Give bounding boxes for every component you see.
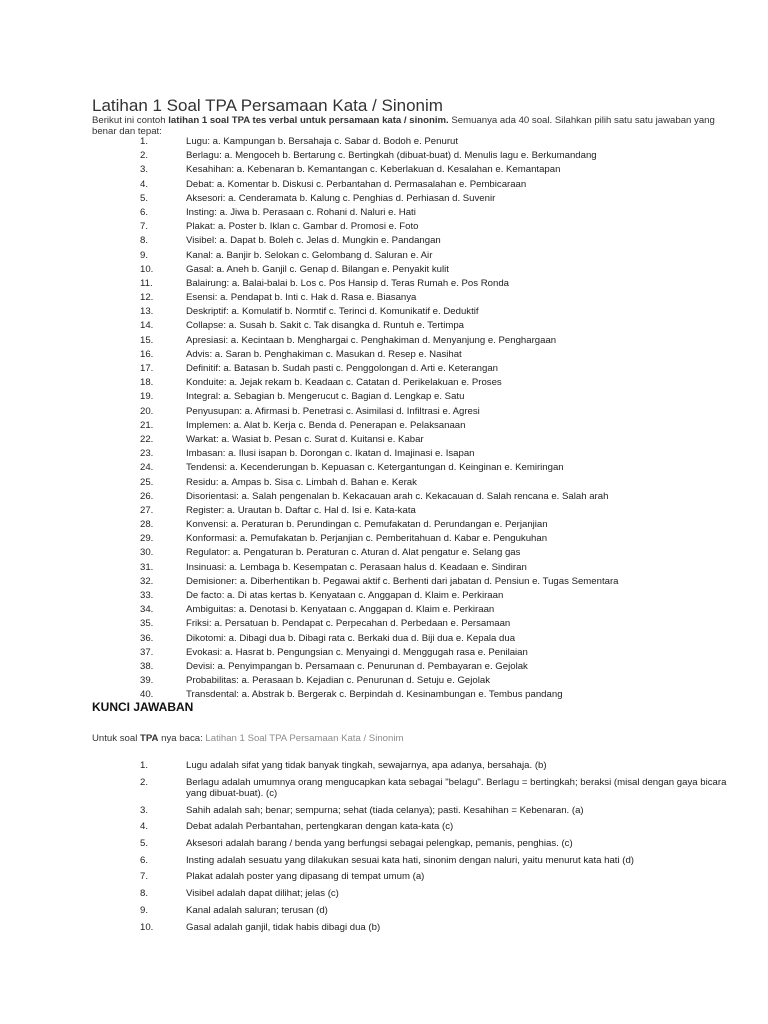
question-text: Register: a. Urautan b. Daftar c. Hal d. Isi e. Kata-kata [186, 504, 416, 516]
question-number: 19. [140, 391, 154, 403]
answer-list [92, 760, 742, 938]
question-text: Konformasi: a. Pemufakatan b. Perjanjian c. Pemberitahuan d. Kabar e. Pengukuhan [186, 533, 548, 545]
question-number: 9. [140, 249, 149, 261]
question-text: Insinuasi: a. Lembaga b. Kesempatan c. Perasaan halus d. Keadaan e. Sindiran [186, 561, 527, 573]
question-number: 17. [140, 363, 154, 374]
answer-number: 3. [140, 804, 149, 816]
question-text: Deskriptif: a. Komulatif b. Normtif c. Terinci d. Komunikatif e. Deduktif [186, 306, 479, 318]
answer-text: Aksesori adalah barang / benda yang berfungsi sebagai pelengkap, pemanis, penghias. (c) [186, 838, 573, 850]
question-item [0, 348, 768, 362]
intro-text-2: Semuanya ada 40 soal. Silahkan pilih satu satu jawaban yang benar dan tepat: [92, 115, 715, 137]
answer-text: Visibel adalah dapat dilihat; jelas (c) [186, 888, 339, 900]
question-item [0, 305, 768, 319]
question-text: Imbasan: a. Ilusi isapan b. Dorongan c. Ikatan d. Imajinasi e. Isapan [186, 448, 475, 460]
answer-key-heading: KUNCI JAWABAN [92, 700, 194, 714]
question-text: Konvensi: a. Peraturan b. Perundingan c. Pemufakatan d. Perundangan e. Perjanjian [186, 519, 548, 531]
question-number: 4. [140, 178, 149, 190]
answer-number: 6. [140, 854, 149, 866]
question-number: 33. [140, 590, 154, 601]
question-item [0, 206, 768, 220]
question-text: Transdental: a. Abstrak b. Bergerak c. Berpindah d. Kesinambungan e. Tembus pandang [186, 689, 563, 701]
answer-item [92, 805, 742, 816]
question-text: Apresiasi: a. Kecintaan b. Menghargai c. Penghakiman d. Menyanjung e. Penghargaan [186, 334, 557, 346]
question-number: 31. [140, 561, 154, 573]
question-item [0, 405, 768, 419]
question-number: 7. [140, 221, 149, 233]
question-text: Devisi: a. Penyimpangan b. Persamaan c. Penurunan d. Pembayaran e. Gejolak [186, 660, 528, 672]
question-item [0, 575, 768, 589]
question-number: 28. [140, 519, 154, 531]
question-number: 22. [140, 433, 154, 445]
page-title: Latihan 1 Soal TPA Persamaan Kata / Sinonim [92, 96, 443, 115]
question-number: 2. [140, 150, 149, 162]
question-text: Konduite: a. Jejak rekam b. Keadaan c. Catatan d. Perikelakuan e. Proses [186, 377, 502, 389]
question-number: 30. [140, 547, 154, 559]
question-number: 25. [140, 476, 154, 488]
answer-text: Insting adalah sesuatu yang dilakukan sesuai kata hati, sinonim dengan naluri, yaitu menurut kata hati (d) [186, 854, 634, 866]
question-item [0, 163, 768, 177]
answer-item [92, 821, 742, 832]
question-text: Ambiguitas: a. Denotasi b. Kenyataan c. Anggapan d. Klaim e. Perkiraan [186, 604, 495, 616]
question-text: Balairung: a. Balai-balai b. Los c. Pos Hansip d. Teras Rumah e. Pos Ronda [186, 277, 509, 289]
question-text: Aksesori: a. Cenderamata b. Kalung c. Penghias d. Perhiasan d. Suvenir [186, 192, 496, 204]
question-number: 29. [140, 533, 154, 545]
question-text: Evokasi: a. Hasrat b. Pengungsian c. Menyaingi d. Menggugah rasa e. Penilaian [186, 646, 528, 658]
question-item [0, 546, 768, 560]
question-number: 15. [140, 334, 154, 346]
question-number: 6. [140, 206, 149, 218]
question-number: 38. [140, 660, 154, 672]
question-item [0, 220, 768, 234]
question-item [0, 603, 768, 617]
answer-number: 7. [140, 871, 149, 883]
question-number: 13. [140, 306, 154, 318]
question-item [0, 632, 768, 646]
question-text: Friksi: a. Persatuan b. Pendapat c. Perpecahan d. Perbedaan e. Persamaan [186, 618, 511, 630]
question-item [0, 660, 768, 674]
question-number: 10. [140, 263, 154, 275]
question-item [0, 589, 768, 603]
question-text: Debat: a. Komentar b. Diskusi c. Perbantahan d. Permasalahan e. Pembicaraan [186, 178, 527, 190]
question-text: Implemen: a. Alat b. Kerja c. Benda d. Penerapan e. Pelaksanaan [186, 419, 466, 431]
answer-text: Lugu adalah sifat yang tidak banyak tingkah, sewajarnya, apa adanya, bersahaja. (b) [186, 760, 547, 771]
question-number: 36. [140, 632, 154, 644]
question-item [0, 249, 768, 263]
question-number: 21. [140, 419, 154, 431]
question-item [0, 234, 768, 248]
question-text: Penyusupan: a. Afirmasi b. Penetrasi c. Asimilasi d. Infiltrasi e. Agresi [186, 405, 480, 417]
question-item [0, 334, 768, 348]
question-item [0, 617, 768, 631]
question-number: 3. [140, 164, 149, 176]
question-number: 40. [140, 689, 154, 701]
question-item [0, 419, 768, 433]
reference-mid: nya baca: [158, 733, 206, 744]
intro-text-1: Berikut ini contoh [92, 115, 169, 126]
question-text: Plakat: a. Poster b. Iklan c. Gambar d. Promosi e. Foto [186, 221, 419, 233]
question-item [0, 135, 768, 149]
question-text: Lugu: a. Kampungan b. Bersahaja c. Sabar d. Bodoh e. Penurut [186, 136, 459, 147]
answer-item [92, 888, 742, 899]
question-text: De facto: a. Di atas kertas b. Kenyataan c. Anggapan d. Klaim e. Perkiraan [186, 590, 504, 601]
question-item [0, 362, 768, 376]
reference-prefix: Untuk soal [92, 733, 140, 744]
answer-item [92, 855, 742, 866]
question-item [0, 277, 768, 291]
question-item [0, 433, 768, 447]
answer-number: 5. [140, 838, 149, 850]
answer-text: Kanal adalah saluran; terusan (d) [186, 904, 328, 916]
intro-paragraph [92, 115, 732, 137]
question-item [0, 192, 768, 206]
question-item [0, 490, 768, 504]
question-text: Gasal: a. Aneh b. Ganjil c. Genap d. Bilangan e. Penyakit kulit [186, 263, 449, 275]
question-number: 23. [140, 448, 154, 460]
answer-item [92, 871, 742, 882]
reference-bold: TPA [140, 733, 159, 744]
question-item [0, 447, 768, 461]
question-number: 11. [140, 277, 153, 289]
question-text: Berlagu: a. Mengoceh b. Bertarung c. Bertingkah (dibuat-buat) d. Menulis lagu e. Berkumandang [186, 150, 597, 162]
question-item [0, 674, 768, 688]
question-text: Visibel: a. Dapat b. Boleh c. Jelas d. Mungkin e. Pandangan [186, 235, 441, 247]
answer-item [92, 777, 742, 799]
answer-text: Berlagu adalah umumnya orang mengucapkan kata sebagai "belagu". Berlagu = bertingkah; beraksi (misal dengan gaya bicara yang dibuat-buat). (c) [186, 776, 727, 799]
answer-number: 9. [140, 904, 149, 916]
question-text: Probabilitas: a. Perasaan b. Kejadian c. Penurunan d. Setuju e. Gejolak [186, 675, 490, 687]
question-item [0, 561, 768, 575]
question-number: 35. [140, 618, 154, 630]
answer-text: Plakat adalah poster yang dipasang di tempat umum (a) [186, 871, 425, 883]
question-item [0, 532, 768, 546]
question-number: 20. [140, 405, 154, 417]
question-text: Dikotomi: a. Dibagi dua b. Dibagi rata c. Berkaki dua d. Biji dua e. Kepala dua [186, 632, 516, 644]
question-text: Warkat: a. Wasiat b. Pesan c. Surat d. Kuitansi e. Kabar [186, 433, 424, 445]
question-item [0, 390, 768, 404]
question-item [0, 291, 768, 305]
question-item [0, 149, 768, 163]
question-number: 32. [140, 575, 154, 587]
question-item [0, 476, 768, 490]
question-number: 37. [140, 646, 154, 658]
question-number: 8. [140, 235, 149, 247]
question-item [0, 518, 768, 532]
question-number: 18. [140, 377, 154, 389]
question-item [0, 178, 768, 192]
question-text: Esensi: a. Pendapat b. Inti c. Hak d. Rasa e. Biasanya [186, 292, 417, 304]
question-number: 26. [140, 490, 154, 502]
question-item [0, 376, 768, 390]
question-number: 5. [140, 192, 149, 204]
answer-item [92, 760, 742, 771]
question-text: Residu: a. Ampas b. Sisa c. Limbah d. Bahan e. Kerak [186, 476, 417, 488]
answer-item [92, 838, 742, 849]
question-text: Kanal: a. Banjir b. Selokan c. Gelombang d. Saluran e. Air [186, 249, 433, 261]
question-item [0, 319, 768, 333]
question-item [0, 263, 768, 277]
answer-text: Sahih adalah sah; benar; sempurna; sehat (tiada celanya); pasti. Kesahihan = Kebenaran. (a) [186, 804, 584, 816]
answer-number: 1. [140, 760, 149, 771]
answer-text: Gasal adalah ganjil, tidak habis dibagi dua (b) [186, 921, 381, 933]
question-number: 39. [140, 675, 154, 687]
question-text: Demisioner: a. Diberhentikan b. Pegawai aktif c. Berhenti dari jabatan d. Pensiun e. Tugas Sementara [186, 575, 619, 587]
answer-text: Debat adalah Perbantahan, pertengkaran dengan kata-kata (c) [186, 821, 454, 833]
question-list [0, 135, 768, 703]
reference-link[interactable]: Latihan 1 Soal TPA Persamaan Kata / Sinonim [205, 733, 404, 744]
question-text: Regulator: a. Pengaturan b. Peraturan c. Aturan d. Alat pengatur e. Selang gas [186, 547, 521, 559]
answer-number: 10. [140, 921, 154, 933]
question-text: Insting: a. Jiwa b. Perasaan c. Rohani d. Naluri e. Hati [186, 206, 416, 218]
answer-number: 8. [140, 888, 149, 900]
question-text: Disorientasi: a. Salah pengenalan b. Kekacauan arah c. Kekacauan d. Salah rencana e. Salah arah [186, 490, 609, 502]
question-item [0, 504, 768, 518]
answer-number: 2. [140, 776, 149, 788]
question-item [0, 461, 768, 475]
question-number: 1. [140, 136, 149, 147]
answer-item [92, 905, 742, 916]
question-text: Collapse: a. Susah b. Sakit c. Tak disangka d. Runtuh e. Tertimpa [186, 320, 465, 332]
question-number: 12. [140, 292, 154, 304]
answer-number: 4. [140, 821, 149, 833]
question-number: 16. [140, 348, 154, 360]
question-item [0, 646, 768, 660]
question-number: 14. [140, 320, 154, 332]
question-number: 27. [140, 504, 154, 516]
answer-key-reference [92, 733, 403, 744]
question-text: Advis: a. Saran b. Penghakiman c. Masukan d. Resep e. Nasihat [186, 348, 462, 360]
question-number: 24. [140, 462, 154, 474]
answer-item [92, 922, 742, 933]
question-number: 34. [140, 604, 154, 616]
question-text: Integral: a. Sebagian b. Mengerucut c. Bagian d. Lengkap e. Satu [186, 391, 465, 403]
question-text: Definitif: a. Batasan b. Sudah pasti c. Penggolongan d. Arti e. Keterangan [186, 363, 499, 374]
intro-bold-text: latihan 1 soal TPA tes verbal untuk persamaan kata / sinonim. [168, 115, 449, 126]
question-text: Kesahihan: a. Kebenaran b. Kemantangan c. Keberlakuan d. Kesalahan e. Kemantapan [186, 164, 561, 176]
question-text: Tendensi: a. Kecenderungan b. Kepuasan c. Ketergantungan d. Keinginan e. Kemiringan [186, 462, 564, 474]
